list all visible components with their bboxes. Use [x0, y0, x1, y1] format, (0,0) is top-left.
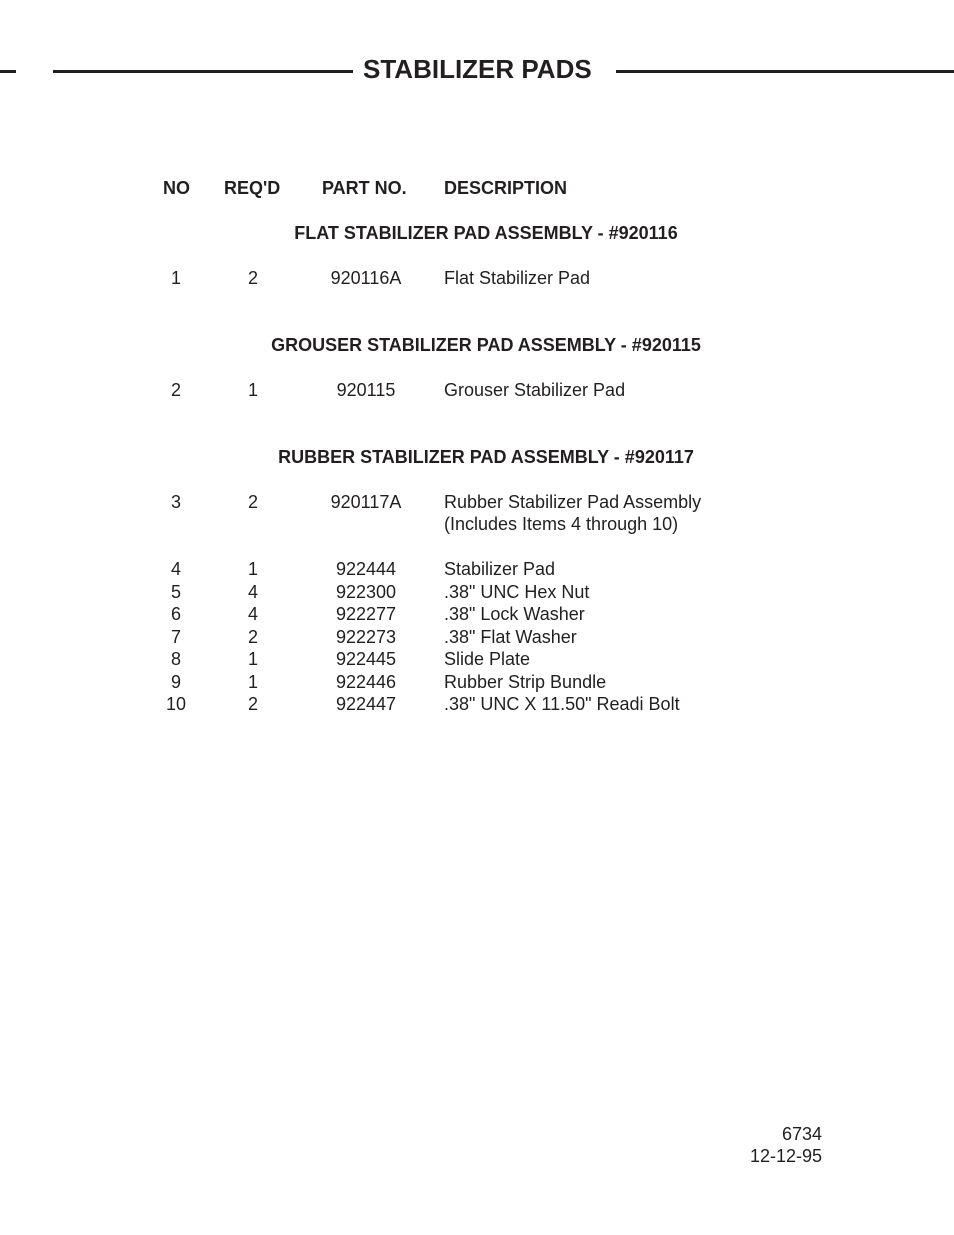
item-reqd: 2	[247, 268, 259, 288]
title-rule-right	[616, 70, 954, 73]
table-row	[0, 627, 954, 649]
column-header-reqd: REQ'D	[224, 178, 281, 198]
item-no: 1	[170, 268, 182, 288]
item-part-no: 920115	[336, 380, 396, 400]
item-no: 4	[170, 559, 182, 579]
section-title-grouser: GROUSER STABILIZER PAD ASSEMBLY - #920115	[271, 335, 701, 355]
item-part-no: 922277	[335, 604, 397, 624]
item-part-no: 922446	[335, 672, 397, 692]
item-no: 7	[170, 627, 182, 647]
item-reqd: 4	[247, 604, 259, 624]
table-row	[0, 582, 954, 604]
item-description: Slide Plate	[444, 649, 531, 669]
item-no: 3	[170, 492, 182, 512]
item-reqd: 1	[247, 559, 259, 579]
item-no: 5	[170, 582, 182, 602]
item-description: Rubber Stabilizer Pad Assembly	[444, 492, 702, 512]
item-part-no: 920117A	[330, 492, 402, 512]
column-header-no: NO	[163, 178, 190, 198]
item-description: .38" UNC X 11.50" Readi Bolt	[444, 694, 680, 714]
item-reqd: 1	[247, 649, 259, 669]
table-row	[0, 672, 954, 694]
item-part-no: 920116A	[330, 268, 402, 288]
title-rule-left-stub	[0, 70, 16, 73]
item-description: Stabilizer Pad	[444, 559, 556, 579]
item-no: 10	[165, 694, 187, 714]
item-description: Grouser Stabilizer Pad	[444, 380, 626, 400]
item-description: Rubber Strip Bundle	[444, 672, 607, 692]
item-part-no: 922447	[335, 694, 397, 714]
table-row	[0, 694, 954, 716]
item-no: 2	[170, 380, 182, 400]
item-note: (Includes Items 4 through 10)	[444, 514, 679, 534]
item-description: Flat Stabilizer Pad	[444, 268, 591, 288]
item-description: .38" UNC Hex Nut	[444, 582, 590, 602]
section-title-rubber: RUBBER STABILIZER PAD ASSEMBLY - #920117	[278, 447, 694, 467]
item-reqd: 1	[247, 380, 259, 400]
item-no: 6	[170, 604, 182, 624]
table-row	[0, 604, 954, 626]
item-part-no: 922273	[335, 627, 397, 647]
item-reqd: 4	[247, 582, 259, 602]
item-no: 9	[170, 672, 182, 692]
item-description: .38" Flat Washer	[444, 627, 577, 647]
item-reqd: 2	[247, 627, 259, 647]
column-header-part-no: PART NO.	[322, 178, 407, 198]
item-part-no: 922300	[335, 582, 397, 602]
column-header-description: DESCRIPTION	[444, 178, 568, 198]
table-row	[0, 380, 954, 402]
table-row	[0, 492, 954, 514]
page-title: STABILIZER PADS	[363, 54, 592, 84]
table-row	[0, 649, 954, 671]
section-title-flat: FLAT STABILIZER PAD ASSEMBLY - #920116	[294, 223, 678, 243]
table-row	[0, 268, 954, 290]
item-part-no: 922444	[335, 559, 397, 579]
item-reqd: 1	[247, 672, 259, 692]
item-description: .38" Lock Washer	[444, 604, 585, 624]
document-date: 12-12-95	[749, 1146, 822, 1166]
table-row	[0, 559, 954, 581]
document-number: 6734	[781, 1124, 822, 1144]
item-no: 8	[170, 649, 182, 669]
item-part-no: 922445	[335, 649, 397, 669]
item-reqd: 2	[247, 694, 259, 714]
item-reqd: 2	[247, 492, 259, 512]
title-rule-left	[53, 70, 353, 73]
